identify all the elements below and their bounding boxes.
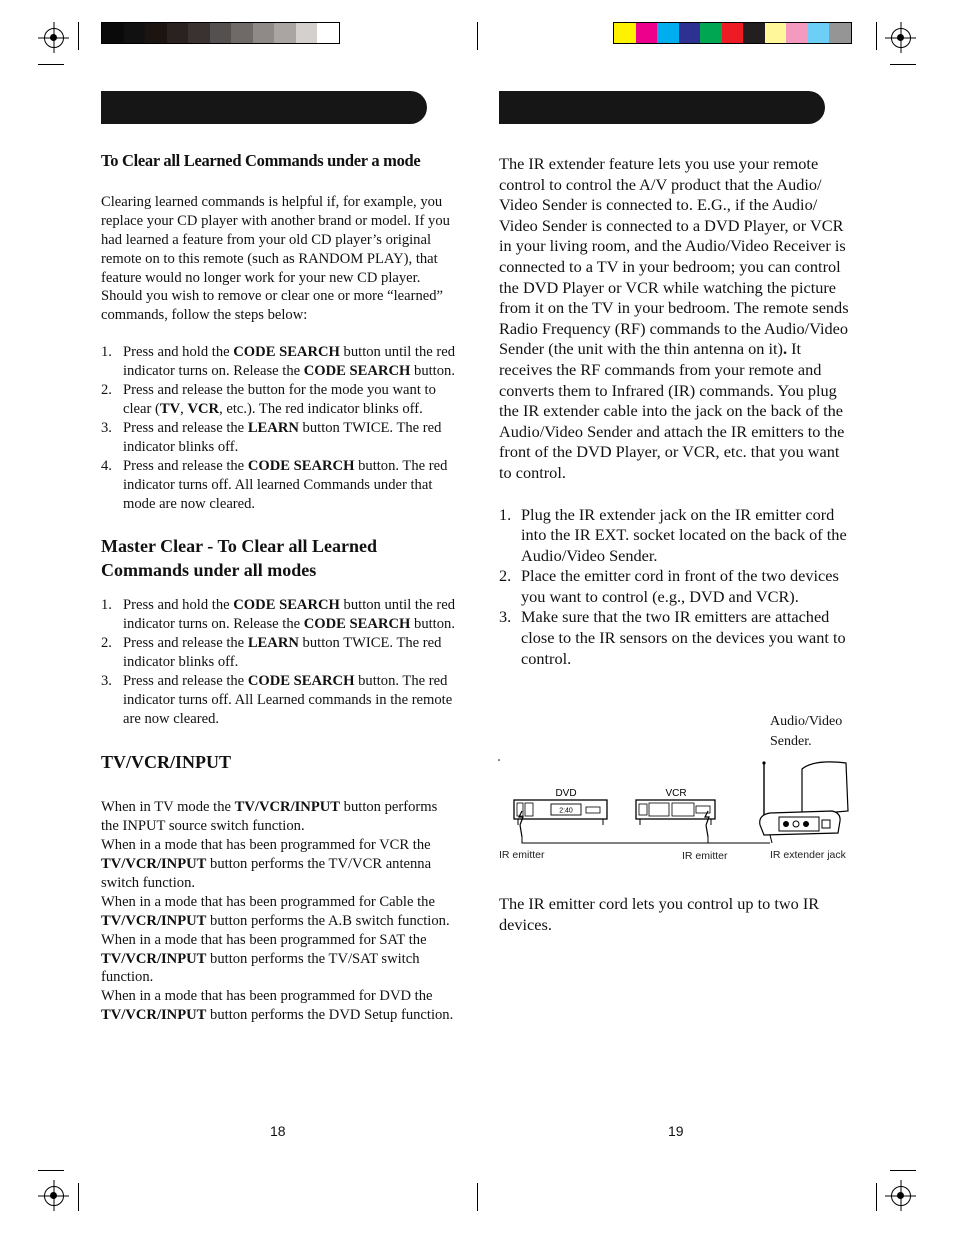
list-item: 3. Make sure that the two IR emitters are attached close to the IR sensors on the devices you want to control.	[499, 607, 846, 668]
color-swatch	[657, 23, 679, 43]
ir-extender-steps	[499, 505, 855, 670]
color-swatch	[102, 23, 124, 43]
registration-mark-icon	[891, 28, 911, 48]
color-swatch	[722, 23, 744, 43]
crop-mark	[890, 64, 916, 65]
color-swatch	[124, 23, 146, 43]
audio-video-sender-icon	[760, 761, 848, 843]
registration-mark-icon	[44, 28, 64, 48]
color-swatch	[145, 23, 167, 43]
ir-emitter-label-1: IR emitter	[499, 849, 545, 861]
left-page-column	[101, 152, 457, 1025]
grayscale-color-bar	[101, 22, 340, 44]
color-swatch	[253, 23, 275, 43]
list-item: 1. Press and hold the CODE SEARCH button until the red indicator turns on. Release the CODE SEARCH button.	[101, 344, 456, 380]
list-item: 3. Press and release the LEARN button TWICE. The red indicator blinks off.	[101, 419, 442, 455]
clear-mode-steps	[101, 343, 457, 513]
paragraph: When in a mode that has been programmed for VCR the TV/VCR/INPUT button performs the TV/VCR antenna switch function.	[101, 837, 432, 891]
crop-mark	[890, 1170, 916, 1171]
color-swatch	[786, 23, 808, 43]
vcr-label: VCR	[665, 788, 687, 799]
right-page-column	[499, 154, 855, 669]
section-title-tv-vcr-input: TV/VCR/INPUT	[101, 751, 232, 772]
color-swatch	[679, 23, 701, 43]
crop-mark	[78, 1183, 79, 1211]
list-item: 1. Press and hold the CODE SEARCH button until the red indicator turns on. Release the CODE SEARCH button.	[101, 597, 456, 633]
vcr-icon	[636, 800, 715, 825]
color-swatch	[765, 23, 787, 43]
list-item: 2. Press and release the LEARN button TWICE. The red indicator blinks off.	[101, 635, 442, 671]
list-item: 2. Press and release the button for the mode you want to clear (TV, VCR, etc.). The red indicator blinks off.	[101, 382, 436, 417]
crop-mark	[876, 1183, 877, 1211]
crop-mark	[477, 22, 478, 50]
paragraph: When in a mode that has been programmed for DVD the TV/VCR/INPUT button performs the DVD Setup function.	[101, 988, 454, 1024]
color-swatch	[296, 23, 318, 43]
list-item: 3. Press and release the CODE SEARCH button. The red indicator turns off. All Learned commands in the remote are now cleared.	[101, 673, 453, 727]
color-swatch	[274, 23, 296, 43]
dvd-label: DVD	[555, 788, 577, 799]
crop-mark	[38, 64, 64, 65]
list-item: 1. Plug the IR extender jack on the IR emitter cord into the IR EXT. socket located on the back of the Audio/Video Sender.	[499, 504, 847, 565]
color-swatch	[231, 23, 253, 43]
color-swatch	[614, 23, 636, 43]
color-swatch	[743, 23, 765, 43]
process-color-bar	[613, 22, 852, 44]
color-swatch	[317, 23, 339, 43]
color-swatch	[188, 23, 210, 43]
list-item: 2. Place the emitter cord in front of the two devices you want to control (e.g., DVD and VCR).	[499, 566, 839, 606]
color-swatch	[636, 23, 658, 43]
paragraph: When in a mode that has been programmed for SAT the TV/VCR/INPUT button performs the TV/SAT switch function.	[101, 931, 427, 986]
figure-caption: The IR emitter cord lets you control up to two IR devices.	[499, 894, 820, 934]
registration-mark-icon	[891, 1186, 911, 1206]
dvd-player-icon	[514, 800, 607, 825]
color-swatch	[167, 23, 189, 43]
crop-mark	[78, 22, 79, 50]
crop-mark	[876, 22, 877, 50]
crop-mark	[38, 1170, 64, 1171]
section-intro: Clearing learned commands is helpful if, for example, you replace your CD player with another brand or model. If you had learned a feature from your old CD player’s original remote on to this remote (such as RANDOM PLAY), that feature would no longer work for your new CD player. Should you wish to remove or clear one or more “learned” commands, follow the steps below:	[101, 193, 450, 324]
paragraph: When in a mode that has been programmed for Cable the TV/VCR/INPUT button performs the A.B switch function.	[101, 893, 450, 929]
right-header-bar	[499, 91, 825, 124]
left-header-bar	[101, 91, 427, 124]
color-swatch	[829, 23, 851, 43]
registration-mark-icon	[44, 1186, 64, 1206]
svg-text:2:40: 2:40	[559, 807, 573, 815]
tv-vcr-input-description	[101, 798, 457, 1025]
ir-extender-intro: The IR extender feature lets you use your remote control to control the A/V product that the Audio/ Video Sender is connected to. E.G., if the Audio/ Video Sender is connected to a DVD Player, or VCR in your living room, and the Audio/Video Receiver is connected to a TV in your bedroom; you can control the DVD Player or VCR while watching the picture from it on the TV in your bedroom. The remote sends Radio Frequency (RF) commands to the Audio/Video Sender (the unit with the thin antenna on it). It receives the RF commands from your remote and converts them to Infrared (IR) commands. You plug the IR extender cable into the jack on the back of the Audio/Video Sender and attach the IR emitters to the front of the DVD Player, or VCR, etc. that you want to control.	[499, 154, 849, 482]
color-swatch	[210, 23, 232, 43]
list-item: 4. Press and release the CODE SEARCH button. The red indicator turns off. All learned Commands under that mode are now cleared.	[101, 457, 448, 512]
color-swatch	[700, 23, 722, 43]
ir-emitter-label-2: IR emitter	[682, 850, 728, 862]
master-clear-steps	[101, 596, 457, 728]
page-number-left: 18	[270, 1123, 286, 1139]
page-number-right: 19	[668, 1123, 684, 1139]
paragraph: When in TV mode the TV/VCR/INPUT button performs the INPUT source switch function.	[101, 799, 438, 835]
color-swatch	[808, 23, 830, 43]
sender-label: Audio/Video Sender.	[770, 714, 843, 749]
crop-mark	[477, 1183, 478, 1211]
ir-extender-jack-label: IR extender jack	[770, 849, 846, 861]
section-title-master-clear: Master Clear - To Clear all Learned Commands under all modes	[101, 536, 377, 580]
section-title-clear-mode: To Clear all Learned Commands under a mode	[101, 151, 421, 170]
